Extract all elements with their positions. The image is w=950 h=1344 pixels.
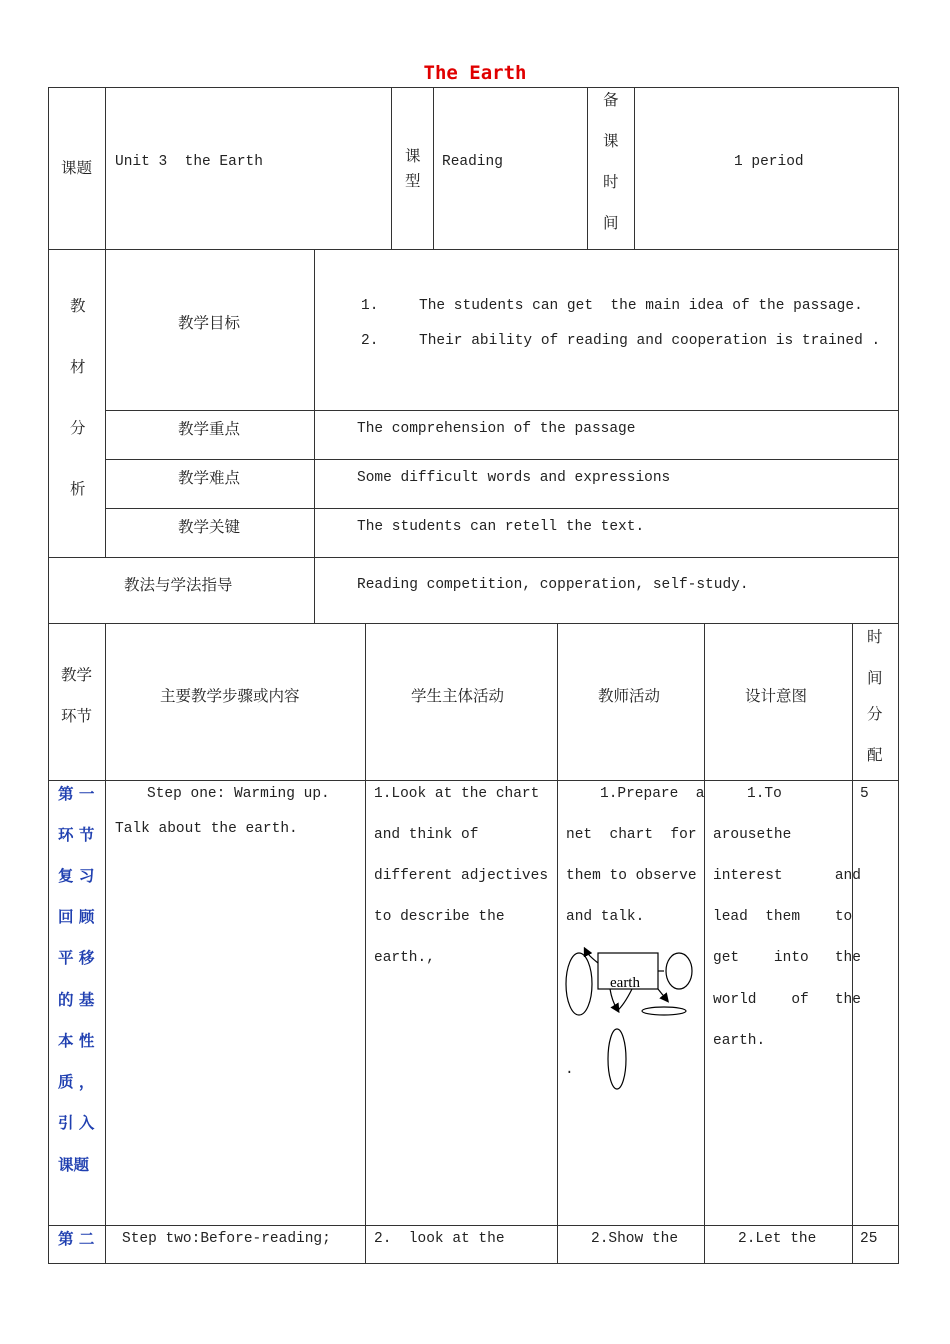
stage1-label-3: 复 习 (58, 867, 95, 885)
stage1-teacher-3: them to observe (566, 868, 697, 884)
row-divider (48, 557, 899, 558)
col-design: 设计意图 (745, 687, 808, 705)
prep-label-2: 课 (603, 132, 619, 150)
stage1-student-3: different adjectives (374, 868, 549, 884)
document-title: The Earth (423, 62, 527, 84)
col-steps: 主要教学步骤或内容 (160, 687, 300, 705)
type-label-2: 型 (405, 172, 421, 190)
col-student: 学生主体活动 (411, 687, 505, 705)
stage1-label-9: 引 入 (58, 1114, 95, 1132)
prep-label-1: 备 (603, 91, 619, 109)
stage1-teacher-2: net chart for (566, 827, 697, 843)
goal-number-1: 1. (361, 298, 379, 314)
diagram-bottom-oval (608, 1029, 626, 1089)
focus-value: The comprehension of the passage (357, 421, 636, 437)
type-value: Reading (442, 154, 503, 170)
row-divider (105, 508, 899, 509)
difficulty-label: 教学难点 (178, 469, 241, 487)
key-value: The students can retell the text. (357, 519, 645, 535)
stage1-design-6: world of the (713, 992, 861, 1008)
diagram-flat-oval (642, 1007, 686, 1015)
topic-value: Unit 3 the Earth (115, 154, 263, 170)
stage1-label-5: 平 移 (58, 949, 95, 967)
stage1-teacher-4: and talk. (566, 909, 645, 925)
stage1-design-5: get into the (713, 950, 861, 966)
col-divider (365, 623, 366, 1264)
diagram-center-label: earth (610, 975, 640, 991)
stage1-step-1: Step one: Warming up. (147, 786, 330, 802)
stage1-label-6: 的 基 (58, 991, 95, 1009)
goal-text-2: Their ability of reading and cooperation is trained . (419, 333, 881, 349)
stage1-design-2: arousethe (713, 827, 792, 843)
stage1-label-8: 质 ， (58, 1073, 95, 1091)
stage1-design-4: lead them to (713, 909, 853, 925)
method-value: Reading competition, copperation, self-study. (357, 577, 749, 593)
stage1-teacher-dot: . (565, 1062, 574, 1078)
col-time-1: 时 (867, 628, 883, 646)
col-divider (852, 623, 853, 1264)
row-divider (105, 459, 899, 460)
col-time-4: 配 (867, 746, 883, 764)
stage1-design-3: interest and (713, 868, 861, 884)
stage2-label: 第 二 (58, 1230, 95, 1248)
method-label: 教法与学法指导 (124, 576, 233, 594)
col-divider (587, 87, 588, 249)
stage1-label-1: 第 一 (58, 785, 95, 803)
analysis-label-4: 析 (70, 480, 86, 498)
col-divider (105, 623, 106, 1264)
focus-label: 教学重点 (178, 420, 241, 438)
goal-label: 教学目标 (178, 314, 241, 332)
col-divider (433, 87, 434, 249)
stage1-label-2: 环 节 (58, 826, 95, 844)
prep-label-3: 时 (603, 173, 619, 191)
stage1-step-2: Talk about the earth. (115, 821, 298, 837)
col-divider (105, 87, 106, 249)
row-divider (48, 249, 899, 250)
col-divider (314, 249, 315, 623)
stage2-time: 25 (860, 1231, 878, 1247)
goal-number-2: 2. (361, 333, 379, 349)
row-divider (48, 1225, 899, 1226)
key-label: 教学关键 (178, 518, 241, 536)
stage2-design: 2.Let the (738, 1231, 817, 1247)
prep-label-4: 间 (603, 214, 619, 232)
difficulty-value: Some difficult words and expressions (357, 470, 671, 486)
stage1-design-7: earth. (713, 1033, 766, 1049)
col-time-2: 间 (867, 669, 883, 687)
diagram-right-circle (666, 953, 692, 989)
row-divider (48, 623, 899, 624)
analysis-label-2: 材 (70, 358, 86, 376)
analysis-label-1: 教 (70, 297, 86, 315)
diagram-left-oval (566, 953, 592, 1015)
lesson-table (48, 87, 899, 1264)
col-stage-2: 环节 (61, 707, 93, 725)
col-divider (557, 623, 558, 1264)
stage1-student-1: 1.Look at the chart (374, 786, 540, 802)
stage1-student-4: to describe the (374, 909, 505, 925)
col-teacher: 教师活动 (598, 687, 661, 705)
type-label-1: 课 (405, 147, 421, 165)
stage2-teacher: 2.Show the (591, 1231, 679, 1247)
stage1-time: 5 (860, 786, 869, 802)
row-divider (48, 780, 899, 781)
stage2-student: 2. look at the (374, 1231, 505, 1247)
col-divider (105, 249, 106, 557)
stage2-step: Step two:Before-reading; (122, 1231, 331, 1247)
col-stage-1: 教学 (61, 666, 93, 684)
net-chart-diagram (560, 945, 700, 1095)
row-divider (105, 410, 899, 411)
stage1-label-10: 课题 (58, 1156, 90, 1174)
prep-value: 1 period (734, 154, 804, 170)
stage1-student-5: earth., (374, 950, 435, 966)
stage1-teacher-1: 1.Prepare a (600, 786, 705, 802)
analysis-label-3: 分 (70, 419, 86, 437)
topic-label: 课题 (61, 159, 93, 177)
stage1-design-1: 1.To (747, 786, 782, 802)
col-divider (704, 623, 705, 1264)
stage1-label-4: 回 顾 (58, 908, 95, 926)
stage1-label-7: 本 性 (58, 1032, 95, 1050)
col-divider (634, 87, 635, 249)
col-time-3: 分 (867, 705, 883, 723)
stage1-student-2: and think of (374, 827, 479, 843)
goal-text-1: The students can get the main idea of the passage. (419, 298, 863, 314)
col-divider (391, 87, 392, 249)
